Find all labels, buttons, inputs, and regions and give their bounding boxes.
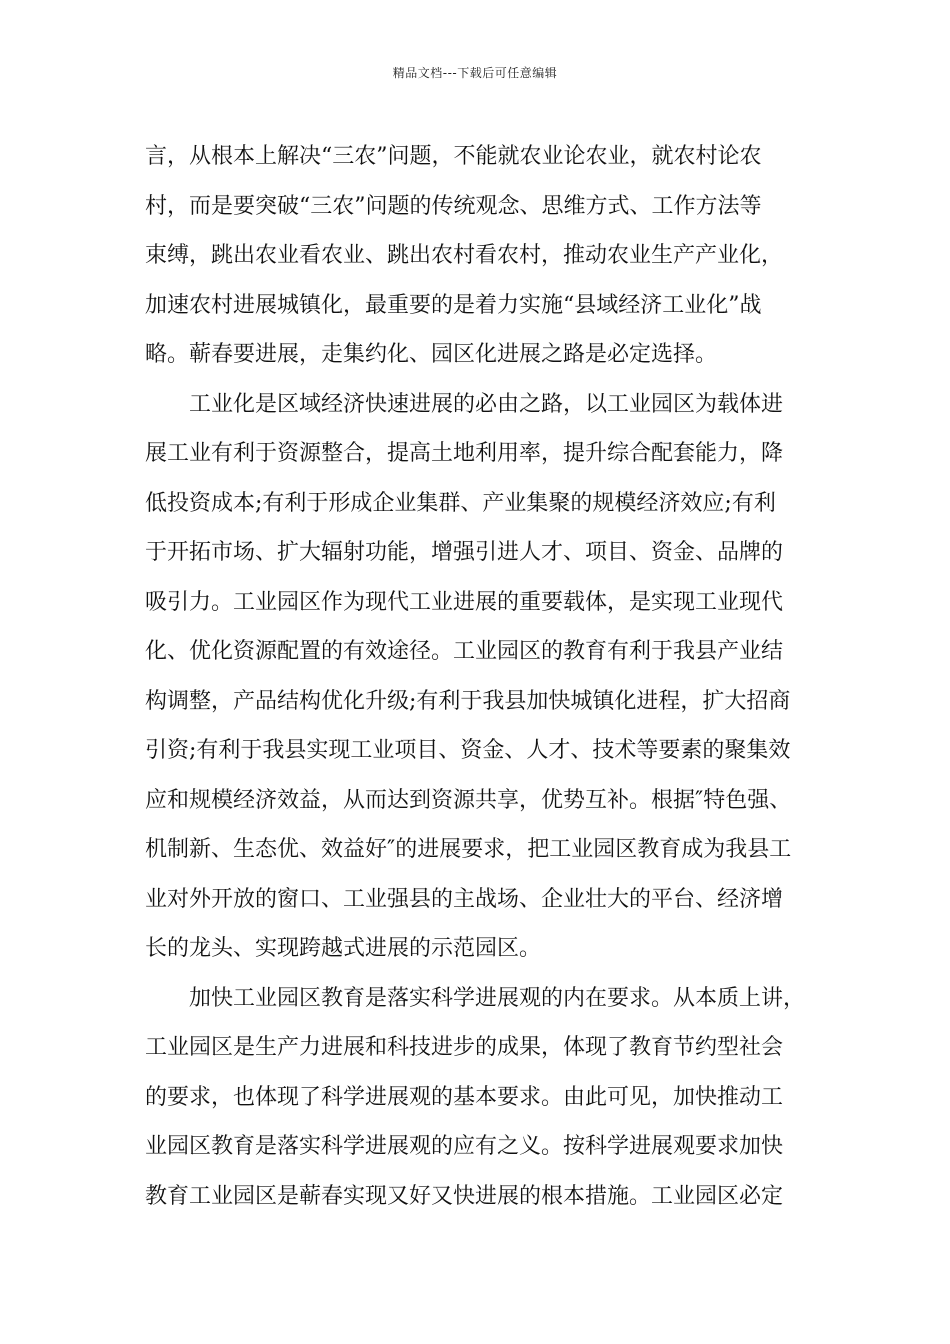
paragraph-2: [145, 380, 811, 974]
text-line: 工业园区是生产力进展和科技进步的成果，体现了教育节约型社会: [145, 1035, 784, 1060]
document-body: [145, 132, 811, 1221]
text-line: 言，从根本上解决“三农”问题，不能就农业论农业，就农村论农: [145, 144, 762, 169]
text-line: 机制新、生态优、效益好″的进展要求，把工业园区教育成为我县工: [145, 837, 792, 862]
text-line: 构调整，产品结构优化升级;有利于我县加快城镇化进程，扩大招商: [145, 688, 791, 714]
text-line: 低投资成本;有利于形成企业集群、产业集聚的规模经济效应;有利: [145, 490, 776, 516]
text-line: 的要求，也体现了科学进展观的基本要求。由此可见，加快推动工: [145, 1084, 784, 1110]
text-line: 引资;有利于我县实现工业项目、资金、人才、技术等要素的聚集效: [145, 738, 791, 763]
text-line: 于开拓市场、扩大辐射功能，增强引进人才、项目、资金、品牌的: [145, 540, 784, 565]
text-line: 略。蕲春要进展，走集约化、园区化进展之路是必定选择。: [145, 342, 718, 367]
text-line: 长的龙头、实现跨越式进展的示范园区。: [145, 936, 542, 961]
text-line: 村，而是要突破“三农”问题的传统观念、思维方式、工作方法等: [145, 193, 762, 219]
text-line: 加快工业园区教育是落实科学进展观的内在要求。从本质上讲，: [189, 985, 806, 1011]
text-line: 吸引力。工业园区作为现代工业进展的重要载体，是实现工业现代: [145, 589, 784, 615]
text-line: 束缚，跳出农业看农业、跳出农村看农村，推动农业生产产业化，: [145, 243, 784, 268]
text-line: 业园区教育是落实科学进展观的应有之义。按科学进展观要求加快: [145, 1134, 784, 1159]
text-line: 应和规模经济效益，从而达到资源共享，优势互补。根据″特色强、: [145, 787, 792, 813]
text-line: 展工业有利于资源整合，提高土地利用率，提升综合配套能力，降: [145, 441, 784, 466]
text-line: 业对外开放的窗口、工业强县的主战场、企业壮大的平台、经济增: [145, 886, 784, 912]
text-line: 工业化是区域经济快速进展的必由之路，以工业园区为载体进: [189, 391, 784, 417]
text-line: 教育工业园区是蕲春实现又好又快进展的根本措施。工业园区必定: [145, 1183, 784, 1209]
text-line: 加速农村进展城镇化，最重要的是着力实施“县域经济工业化”战: [145, 292, 762, 318]
paragraph-3: [145, 974, 811, 1222]
page-header: 精品文档---下载后可任意编辑: [392, 66, 558, 80]
paragraph-1: [145, 132, 811, 380]
text-line: 化、优化资源配置的有效途径。工业园区的教育有利于我县产业结: [145, 639, 784, 664]
